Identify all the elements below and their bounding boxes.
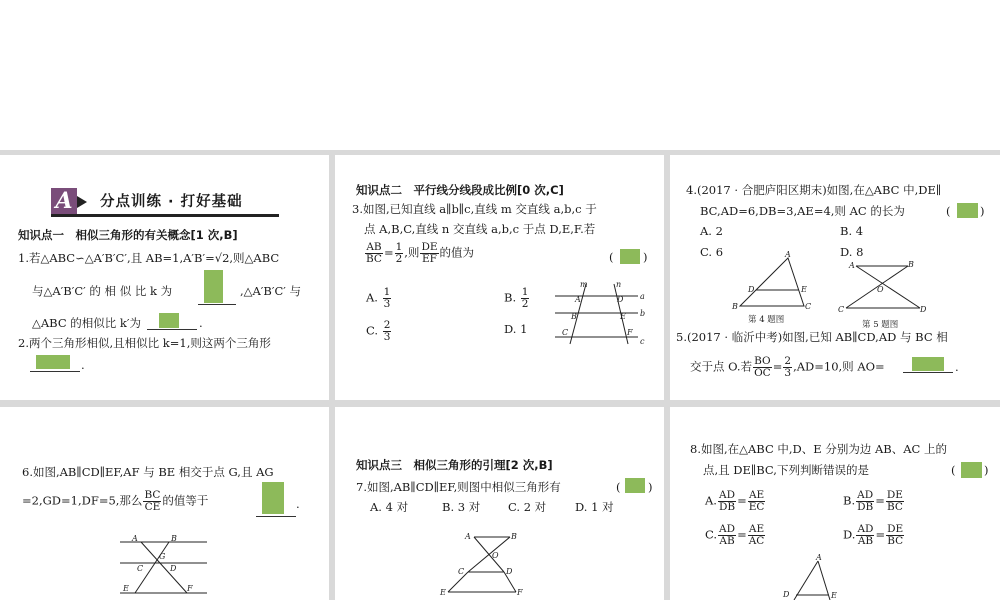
q8-option-a[interactable]: A. $\frac{AD}{DB}$ = $\frac{AE}{EC}$ (705, 489, 765, 513)
q8-option-c[interactable]: C. $\frac{AD}{AB}$ = $\frac{AE}{AC}$ (705, 523, 765, 547)
answer-box-q7[interactable] (625, 478, 645, 493)
q3-label-a: a (640, 292, 645, 301)
q7-label-O: O (492, 551, 499, 560)
q1-line2b: ,△A′B′C′ 与 (240, 284, 302, 298)
q6-label-G: G (159, 552, 166, 561)
answer-line-q2 (30, 371, 80, 372)
q6-label-B: B (171, 534, 177, 543)
answer-line-q6 (256, 516, 296, 517)
q5-label-A: A (849, 261, 855, 270)
q4-figure (730, 250, 815, 325)
q7-paren-close: ) (648, 480, 653, 494)
q6-figure (115, 532, 215, 600)
q4-label-E: E (801, 285, 807, 294)
q1-line1: 1.若△ABC∽△A′B′C′,且 AB=1,A′B′=√2,则△ABC (18, 251, 280, 265)
q8-option-b[interactable]: B. $\frac{AD}{DB}$ = $\frac{DE}{BC}$ (843, 489, 903, 513)
q5-figure (838, 258, 933, 330)
q6-label-D: D (170, 564, 177, 573)
q3-label-m: m (580, 280, 588, 289)
q5-line2: 交于点 O.若 $\frac{BO}{OC}$ = $\frac{2}{3}$ ,AD=10,则 AO= (690, 355, 885, 379)
q3-label-F: F (627, 328, 633, 337)
q1-line2a: 与△A′B′C′ 的 相 似 比 k 为 (32, 284, 173, 298)
q4-label-A: A (785, 250, 791, 259)
q5-fraction-2-3: $\frac{2}{3}$ (784, 355, 792, 379)
answer-box-q8[interactable] (961, 462, 982, 478)
q3-figure (550, 280, 650, 346)
q3-label-n: n (616, 280, 622, 289)
answer-box-q4[interactable] (957, 203, 978, 218)
answer-box-q2[interactable] (36, 355, 70, 369)
q8-label-E: E (831, 591, 837, 600)
q5-line1: 5.(2017 · 临沂中考)如图,已知 AB∥CD,AD 与 BC 相 (676, 330, 948, 344)
q7-figure (440, 528, 540, 600)
answer-box-q6[interactable] (262, 482, 284, 514)
q8-line1: 8.如图,在△ABC 中,D、E 分别为边 AB、AC 上的 (690, 442, 947, 456)
q6-label-E: E (123, 584, 129, 593)
answer-box-q1-kprime[interactable] (159, 313, 179, 328)
q6-line2: =2,GD=1,DF=5,那么 $\frac{BC}{CE}$ 的值等于 (22, 489, 209, 513)
q5-label-C: C (838, 305, 845, 314)
q7-option-b[interactable]: B. 3 对 (442, 500, 481, 514)
q3-label-E: E (620, 312, 626, 321)
q8-line2: 点,且 DE∥BC,下列判断错误的是 (703, 463, 869, 477)
section-logo-letter: A (51, 188, 77, 214)
q3-paren-open: ( (609, 250, 614, 264)
q4-label-C: C (805, 302, 812, 311)
q3-label-b: b (640, 309, 646, 318)
q8-paren-close: ) (984, 463, 989, 477)
q7-paren-open: ( (616, 480, 621, 494)
q3-line3: $\frac{AB}{BC}$ = $\frac{1}{2}$ ,则 $\frac{DE}{EF}$ 的值为 (366, 241, 475, 265)
q6-fraction-bc-ce: $\frac{BC}{CE}$ (144, 489, 161, 513)
q7-label-A: A (465, 532, 471, 541)
q1-line3b: . (199, 316, 203, 330)
q4-paren-open: ( (946, 204, 951, 218)
answer-box-q3[interactable] (620, 249, 640, 264)
q4-paren-close: ) (980, 204, 985, 218)
q4-figure-caption: 第 4 题图 (748, 315, 785, 325)
kp3-heading: 知识点三 相似三角形的引理[2 次,B] (356, 458, 553, 472)
q6-label-C: C (137, 564, 144, 573)
q5-label-D: D (920, 305, 927, 314)
q7-option-d[interactable]: D. 1 对 (575, 500, 614, 514)
q4-option-c[interactable]: C. 6 (700, 245, 724, 259)
q7-line1: 7.如图,AB∥CD∥EF,则图中相似三角形有 (356, 480, 561, 494)
q1-line3a: △ABC 的相似比 k′为 (32, 316, 142, 330)
section-title-underline (51, 214, 279, 217)
q8-option-d[interactable]: D. $\frac{AD}{AB}$ = $\frac{DE}{BC}$ (843, 523, 904, 547)
q4-option-d[interactable]: D. 8 (840, 245, 864, 259)
q5-fraction-bo-oc: $\frac{BO}{OC}$ (754, 355, 771, 379)
answer-box-q1-k[interactable] (204, 270, 223, 303)
q7-label-D: D (506, 567, 513, 576)
q6-period: . (296, 497, 300, 511)
q6-label-A: A (132, 534, 138, 543)
section-title: 分点训练 · 打好基础 (100, 194, 243, 210)
q3-label-B: B (571, 312, 577, 321)
q3-option-d[interactable]: D. 1 (504, 322, 528, 336)
q8-label-A: A (816, 553, 822, 562)
q4-line1: 4.(2017 · 合肥庐阳区期末)如图,在△ABC 中,DE∥ (686, 183, 942, 197)
answer-line-q1-kprime (147, 329, 197, 330)
q3-option-b[interactable]: B. $\frac{1}{2}$ (504, 286, 529, 310)
answer-line-q5 (903, 372, 953, 373)
q2-line2: . (81, 358, 85, 372)
q3-fraction-ab-bc: $\frac{AB}{BC}$ (366, 241, 382, 265)
q3-line1: 3.如图,已知直线 a∥b∥c,直线 m 交直线 a,b,c 于 (352, 202, 597, 216)
q7-label-E: E (440, 588, 446, 597)
q7-label-C: C (458, 567, 465, 576)
q6-line1: 6.如图,AB∥CD∥EF,AF 与 BE 相交于点 G,且 AG (22, 465, 274, 479)
q4-option-b[interactable]: B. 4 (840, 224, 864, 238)
q3-label-A: A (575, 295, 581, 304)
q5-period: . (955, 360, 959, 374)
q4-line2: BC,AD=6,DB=3,AE=4,则 AC 的长为 (700, 204, 905, 218)
q6-label-F: F (187, 584, 193, 593)
q5-label-B: B (908, 260, 914, 269)
q3-option-a[interactable]: A. $\frac{1}{3}$ (366, 286, 391, 310)
q4-option-a[interactable]: A. 2 (700, 224, 723, 238)
q4-label-B: B (732, 302, 738, 311)
kp2-heading: 知识点二 平行线分线段成比例[0 次,C] (356, 183, 564, 197)
q7-option-c[interactable]: C. 2 对 (508, 500, 547, 514)
q4-label-D: D (748, 285, 755, 294)
q5-label-O: O (877, 285, 884, 294)
q7-label-B: B (511, 532, 517, 541)
q8-label-D: D (783, 590, 790, 599)
q3-label-D: D (617, 295, 624, 304)
q7-label-F: F (517, 588, 523, 597)
q3-line2: 点 A,B,C,直线 n 交直线 a,b,c 于点 D,E,F.若 (364, 222, 596, 236)
q7-option-a[interactable]: A. 4 对 (370, 500, 409, 514)
q5-figure-caption: 第 5 题图 (862, 320, 899, 330)
answer-box-q5[interactable] (912, 357, 944, 371)
answer-line-q1-k (198, 304, 236, 305)
kp1-heading: 知识点一 相似三角形的有关概念[1 次,B] (18, 228, 238, 242)
q3-fraction-1-2: $\frac{1}{2}$ (395, 241, 403, 265)
q3-paren-close: ) (643, 250, 648, 264)
q8-figure (780, 553, 850, 600)
q3-option-c[interactable]: C. $\frac{2}{3}$ (366, 319, 391, 343)
q3-label-C: C (562, 328, 569, 337)
arrow-icon (77, 196, 87, 208)
q8-paren-open: ( (951, 463, 956, 477)
q3-fraction-de-ef: $\frac{DE}{EF}$ (421, 241, 438, 265)
q2-line1: 2.两个三角形相似,且相似比 k=1,则这两个三角形 (18, 336, 271, 350)
q3-label-c: c (640, 337, 645, 346)
